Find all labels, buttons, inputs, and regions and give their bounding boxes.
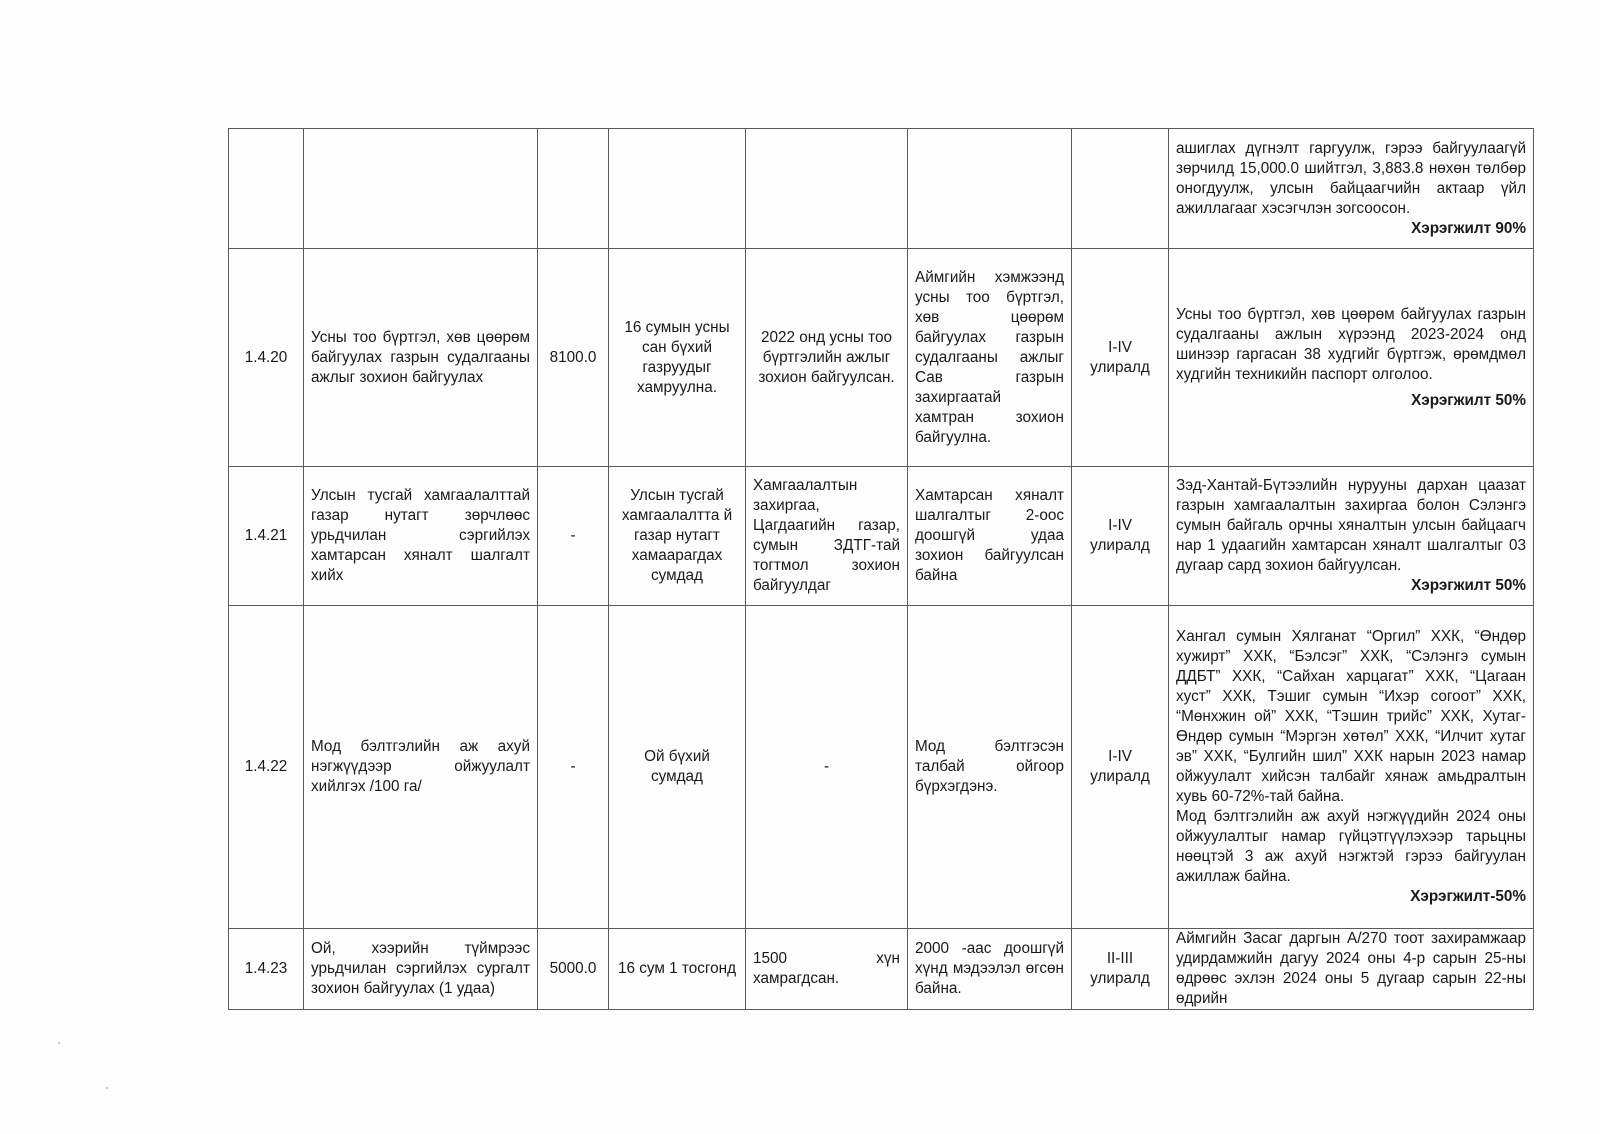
period-cell: I-IV улиралд (1072, 467, 1169, 606)
baseline-cell: 2022 онд усны тоо бүртгэлийн ажлыг зохион байгуулсан. (746, 249, 908, 467)
result-text-2: Мод бэлтгэлийн аж ахуй нэгжүүдийн 2024 оны ойжуулалтыг намар гүйцэтгүүлэхээр тарьцны нөөцтэй 3 аж ахуй нэгжтэй гэрээ байгуулан ажиллаж байна. (1176, 808, 1526, 885)
table-row (229, 249, 1534, 467)
code-cell: 1.4.22 (229, 606, 304, 929)
result-status: Хэрэгжилт 50% (1411, 391, 1526, 409)
table-row (229, 129, 1534, 249)
action-plan-table (228, 128, 1534, 1010)
indicator-cell: 2000 -аас доошгүй хүнд мэдээлэл өгсөн байна. (908, 929, 1072, 1010)
target-cell (609, 129, 746, 249)
baseline-cell: Хамгаалалтын захиргаа, Цагдаагийн газар, сумын ЗДТГ-тай тогтмол зохион байгуулдаг (746, 467, 908, 606)
code-cell (229, 129, 304, 249)
indicator-cell: Хамтарсан хяналт шалгалтыг 2-оос доошгүй удаа зохион байгуулсан байна (908, 467, 1072, 606)
target-cell: Ой бүхий сумдад (609, 606, 746, 929)
result-cell (1169, 467, 1534, 606)
budget-cell: - (538, 606, 609, 929)
target-cell: Улсын тусгай хамгаалалтта й газар нутагт хамаарагдах сумдад (609, 467, 746, 606)
activity-cell: Усны тоо бүртгэл, хөв цөөрөм байгуулах газрын судалгааны ажлыг зохион байгуулах (304, 249, 538, 467)
code-cell: 1.4.23 (229, 929, 304, 1010)
result-status: Хэрэгжилт-50% (1410, 888, 1526, 905)
result-cell (1169, 929, 1534, 1010)
baseline-cell: 1500 хүн хамрагдсан. (746, 929, 908, 1010)
period-cell (1072, 129, 1169, 249)
baseline-cell: - (746, 606, 908, 929)
activity-cell: Ой, хээрийн түймрээс урьдчилан сэргийлэх сургалт зохион байгуулах (1 удаа) (304, 929, 538, 1010)
result-status: Хэрэгжилт 50% (1411, 577, 1526, 594)
target-cell: 16 сум 1 тосгонд (609, 929, 746, 1010)
period-cell: II-III улиралд (1072, 929, 1169, 1010)
activity-cell: Мод бэлтгэлийн аж ахуй нэгжүүдээр ойжуулалт хийлгэх /100 га/ (304, 606, 538, 929)
period-cell: I-IV улиралд (1072, 606, 1169, 929)
budget-cell: 8100.0 (538, 249, 609, 467)
result-cell (1169, 606, 1534, 929)
result-cell (1169, 129, 1534, 249)
result-cell (1169, 249, 1534, 467)
scan-speck (58, 1042, 60, 1044)
budget-cell: - (538, 467, 609, 606)
target-cell: 16 сумын усны сан бүхий газруудыг хамруулна. (609, 249, 746, 467)
table-row (229, 606, 1534, 929)
period-cell: I-IV улиралд (1072, 249, 1169, 467)
result-text: Усны тоо бүртгэл, хөв цөөрөм байгуулах газрын судалгааны ажлын хүрээнд 2023-2024 онд шинээр гаргасан 38 худгийг бүртгэж, өрөмдмөл худгийн техникийн паспорт олголоо. (1176, 305, 1526, 383)
table-row (229, 467, 1534, 606)
result-status: Хэрэгжилт 90% (1411, 219, 1526, 237)
result-text: Хангал сумын Хялганат “Оргил” ХХК, “Өндөр хужирт” ХХК, “Бэлсэг” ХХК, “Сэлэнгэ сумын ДДБТ” ХХК, “Сайхан харцагат” ХХК, “Цагаан хуст” ХХК, Тэшиг сумын “Ихэр согоот” ХХК, “Мөнхжин ой” ХХК, “Тэшин трийс” ХХК, Хутаг-Өндөр сумын “Мэргэн хөтөл” ХХК, “Илчит хутаг эв” ХХК, “Булгийн шил” ХХК нарын 2023 намар ойжуулалт хийсэн талбайг хянаж амьдралтын хувь 60-72%-тай байна. (1176, 628, 1526, 805)
activity-cell: Улсын тусгай хамгаалалттай газар нутагт зөрчлөөс урьдчилан сэргийлэх хамтарсан хяналт шалгалт хийх (304, 467, 538, 606)
scan-speck (106, 1087, 108, 1089)
indicator-cell: Мод бэлтгэсэн талбай ойгоор бүрхэгдэнэ. (908, 606, 1072, 929)
table-row (229, 929, 1534, 1010)
budget-cell (538, 129, 609, 249)
code-cell: 1.4.20 (229, 249, 304, 467)
baseline-cell (746, 129, 908, 249)
result-text: Зэд-Хантай-Бүтээлийн нурууны дархан цаазат газрын хамгаалалтын захиргаа болон Сэлэнгэ сумын байгаль орчны хяналтын улсын байцаагч нар 1 удаагийн хамтарсан хяналт шалгалтыг 03 дугаар сард зохион байгуулсан. (1176, 477, 1526, 574)
indicator-cell (908, 129, 1072, 249)
budget-cell: 5000.0 (538, 929, 609, 1010)
result-text: Аймгийн Засаг даргын А/270 тоот захирамжаар удирдамжийн дагуу 2024 оны 4-р сарын 25-ны өдрөөс эхлэн 2024 оны 5 дугаар сарын 22-ны өдрийн (1176, 930, 1526, 1007)
code-cell: 1.4.21 (229, 467, 304, 606)
activity-cell (304, 129, 538, 249)
result-text: ашиглах дүгнэлт гаргуулж, гэрээ байгуулаагүй зөрчилд 15,000.0 шийтгэл, 3,883.8 нөхөн төлбөр оногдуулж, улсын байцаагчийн актаар үйл ажиллагааг хэсэгчлэн зогсоосон. (1176, 139, 1526, 217)
indicator-cell: Аймгийн хэмжээнд усны тоо бүртгэл, хөв цөөрөм байгуулах газрын судалгааны ажлыг Сав газрын захиргаатай хамтран зохион байгуулна. (908, 249, 1072, 467)
